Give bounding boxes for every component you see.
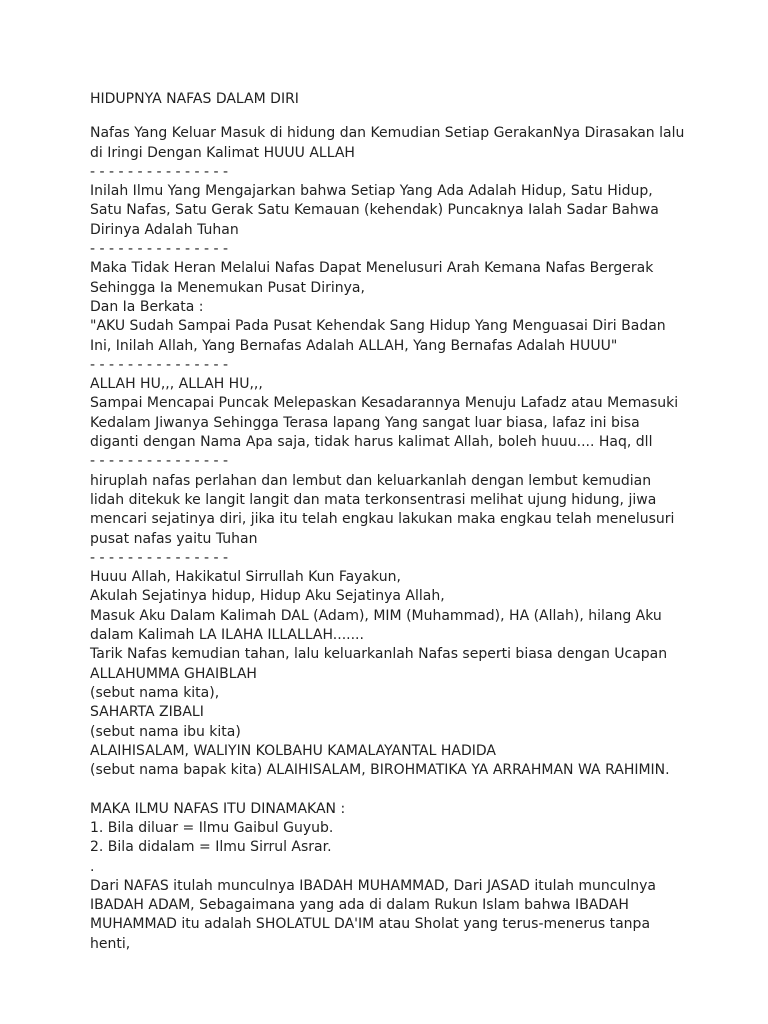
text-line: Dan Ia Berkata :	[90, 298, 204, 315]
text-line: MAKA ILMU NAFAS ITU DINAMAKAN :	[90, 800, 346, 817]
text-line: di Iringi Dengan Kalimat HUUU ALLAH	[90, 144, 355, 161]
text-line: - - - - - - - - - - - - - - -	[90, 241, 229, 258]
text-line: ALAIHISALAM, WALIYIN KOLBAHU KAMALAYANTAL HADIDA	[90, 742, 496, 759]
text-line: (sebut nama ibu kita)	[90, 723, 241, 740]
text-line: Kedalam Jiwanya Sehingga Terasa lapang Yang sangat luar biasa, lafaz ini bisa	[90, 414, 640, 431]
document-body	[90, 90, 710, 954]
text-line: Satu Nafas, Satu Gerak Satu Kemauan (kehendak) Puncaknya Ialah Sadar Bahwa	[90, 202, 659, 219]
text-line	[90, 780, 710, 799]
text-line: - - - - - - - - - - - - - - -	[90, 163, 229, 180]
document-title: HIDUPNYA NAFAS DALAM DIRI	[90, 91, 299, 107]
text-line: dalam Kalimah LA ILAHA ILLALLAH.......	[90, 627, 364, 644]
text-line: - - - - - - - - - - - - - - -	[90, 453, 229, 470]
text-line: Nafas Yang Keluar Masuk di hidung dan Kemudian Setiap GerakanNya Dirasakan lalu	[90, 125, 685, 142]
text-line: Maka Tidak Heran Melalui Nafas Dapat Menelusuri Arah Kemana Nafas Bergerak	[90, 260, 654, 277]
text-line: Dari NAFAS itulah munculnya IBADAH MUHAMMAD, Dari JASAD itulah munculnya	[90, 877, 657, 894]
text-line: - - - - - - - - - - - - - - -	[90, 549, 229, 566]
text-line: henti,	[90, 935, 131, 952]
text-line: Sampai Mencapai Puncak Melepaskan Kesadarannya Menuju Lafadz atau Memasuki	[90, 395, 679, 412]
text-line: IBADAH ADAM, Sebagaimana yang ada di dalam Rukun Islam bahwa IBADAH	[90, 897, 629, 914]
text-line: MUHAMMAD itu adalah SHOLATUL DA'IM atau Sholat yang terus-menerus tanpa	[90, 916, 651, 933]
text-line: - - - - - - - - - - - - - - -	[90, 356, 229, 373]
text-line: lidah ditekuk ke langit langit dan mata terkonsentrasi melihat ujung hidung, jiwa	[90, 491, 657, 508]
text-line: diganti dengan Nama Apa saja, tidak harus kalimat Allah, boleh huuu.... Haq, dll	[90, 434, 653, 451]
text-line: Sehingga Ia Menemukan Pusat Dirinya,	[90, 279, 365, 296]
text-line: pusat nafas yaitu Tuhan	[90, 530, 258, 547]
text-line: 1. Bila diluar = Ilmu Gaibul Guyub.	[90, 819, 334, 836]
text-line: ALLAHUMMA GHAIBLAH	[90, 665, 257, 682]
text-line: Huuu Allah, Hakikatul Sirrullah Kun Fayakun,	[90, 569, 401, 586]
text-line: hiruplah nafas perlahan dan lembut dan keluarkanlah dengan lembut kemudian	[90, 472, 652, 489]
text-line: (sebut nama kita),	[90, 684, 220, 701]
text-line: (sebut nama bapak kita) ALAIHISALAM, BIROHMATIKA YA ARRAHMAN WA RAHIMIN.	[90, 762, 670, 779]
text-line: mencari sejatinya diri, jika itu telah engkau lakukan maka engkau telah menelusuri	[90, 511, 675, 528]
text-line: Tarik Nafas kemudian tahan, lalu keluarkanlah Nafas seperti biasa dengan Ucapan	[90, 646, 668, 663]
text-line: Inilah Ilmu Yang Mengajarkan bahwa Setiap Yang Ada Adalah Hidup, Satu Hidup,	[90, 183, 653, 200]
text-line: "AKU Sudah Sampai Pada Pusat Kehendak Sang Hidup Yang Menguasai Diri Badan	[90, 318, 666, 335]
text-line: SAHARTA ZIBALI	[90, 704, 204, 721]
text-line: Akulah Sejatinya hidup, Hidup Aku Sejatinya Allah,	[90, 588, 445, 605]
document-text	[90, 124, 710, 954]
text-line: ALLAH HU,,, ALLAH HU,,,	[90, 376, 263, 393]
text-line: Dirinya Adalah Tuhan	[90, 221, 239, 238]
text-line: Masuk Aku Dalam Kalimah DAL (Adam), MIM (Muhammad), HA (Allah), hilang Aku	[90, 607, 662, 624]
text-line: Ini, Inilah Allah, Yang Bernafas Adalah ALLAH, Yang Bernafas Adalah HUUU"	[90, 337, 618, 354]
text-line: .	[90, 858, 95, 875]
text-line: 2. Bila didalam = Ilmu Sirrul Asrar.	[90, 839, 332, 856]
